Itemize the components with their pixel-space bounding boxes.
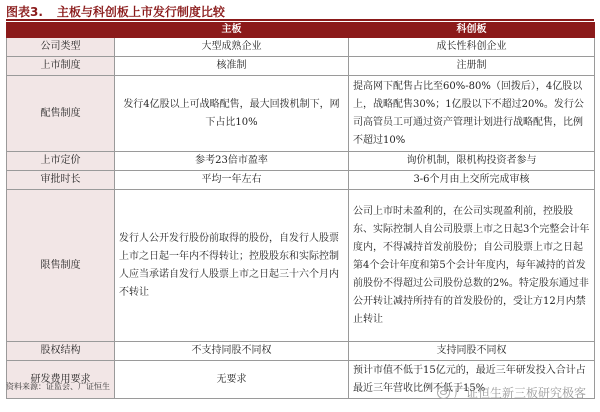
row-label: 上市制度	[7, 57, 115, 76]
star-cell: 公司上市时未盈利的，在公司实现盈利前，控股股东、实际控制人自公司股票上市之日起3个完整会计年度内，不得减持首发前股份；自公司股票上市之日起第4个会计年度和第5个会计年度内，每年减持的首发前股份不得超过公司股份总数的2%。特定股东通过非公开转让减持所持有的首发股份的，受让方12月内禁止转让	[349, 190, 595, 342]
table-row	[7, 342, 595, 361]
figure-title-text: 主板与科创板上市发行制度比较	[56, 5, 225, 19]
watermark-text: 广证恒生新三板研究极客	[453, 386, 586, 400]
row-label: 审批时长	[7, 171, 115, 190]
star-cell: 3-6个月由上交所完成审核	[349, 171, 595, 190]
main-cell: 发行人公开发行股份前取得的股份，自发行人股票上市之日起一年内不得转让；控股股东和实际控制人应当承诺自发行人股票上市之日起三十六个月内不转让	[115, 190, 349, 342]
table-row	[7, 76, 595, 152]
star-cell: 预计市值不低于15亿元的，最近三年研发投入合计占最近三年营收比例不低于15%	[349, 361, 595, 399]
star-cell: 提高网下配售占比至60%-80%（回拨后），4亿股以上，战略配售30%；1亿股以下不超过20%。发行公司高管员工可通过资产管理计划进行战略配售，比例不超过10%	[349, 76, 595, 152]
table-row	[7, 190, 595, 342]
main-cell: 核准制	[115, 57, 349, 76]
row-label: 限售制度	[7, 190, 115, 342]
main-cell: 发行4亿股以上可战略配售，最大回拨机制下，网下占比10%	[115, 76, 349, 152]
table-row	[7, 38, 595, 57]
row-label: 研发费用要求	[7, 361, 115, 399]
star-cell: 支持同股不同权	[349, 342, 595, 361]
star-cell: 成长性科创企业	[349, 38, 595, 57]
table-row	[7, 57, 595, 76]
title-rule	[6, 19, 594, 21]
header-star-market: 科创板	[349, 23, 595, 38]
figure-number: 图表3.	[6, 5, 43, 19]
star-cell: 询价机制，限机构投资者参与	[349, 152, 595, 171]
main-cell: 无要求	[115, 361, 349, 399]
main-cell: 不支持同股不同权	[115, 342, 349, 361]
merged-cell: 平均一年左右	[115, 171, 349, 190]
row-label: 配售制度	[7, 76, 115, 152]
star-cell: 注册制	[349, 57, 595, 76]
comparison-table	[6, 22, 595, 399]
header-blank	[7, 23, 115, 38]
source-note: 资料来源：证监会、广证恒生	[6, 382, 110, 391]
row-label: 股权结构	[7, 342, 115, 361]
table-row	[7, 152, 595, 171]
wechat-icon	[437, 386, 450, 399]
table-row	[7, 171, 595, 190]
watermark	[437, 384, 586, 401]
table-header-row	[7, 23, 595, 38]
main-cell: 参考23倍市盈率	[115, 152, 349, 171]
header-main-board: 主板	[115, 23, 349, 38]
row-label: 公司类型	[7, 38, 115, 57]
figure-title	[6, 3, 225, 20]
main-cell: 大型成熟企业	[115, 38, 349, 57]
row-label: 上市定价	[7, 152, 115, 171]
